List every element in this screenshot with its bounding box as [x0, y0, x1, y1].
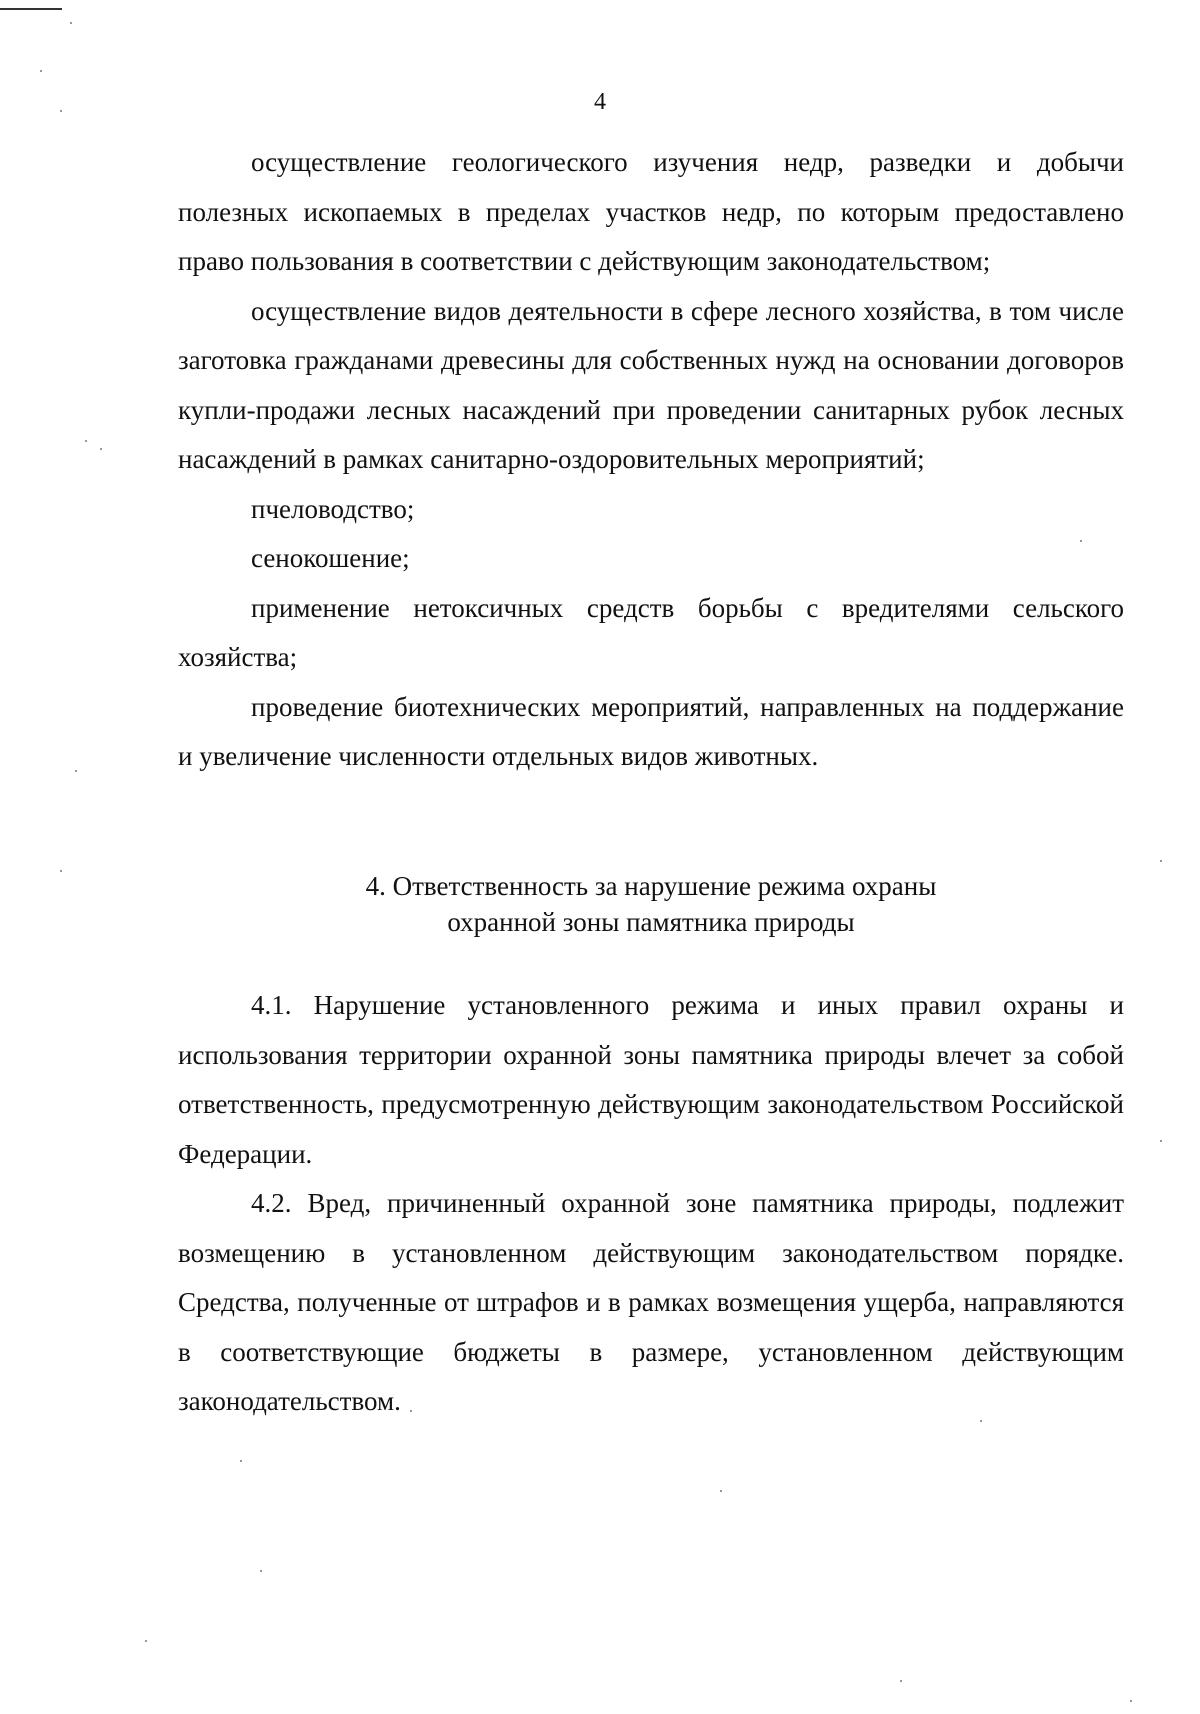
- scan-speck: [145, 1640, 147, 1642]
- scan-speck: [980, 1420, 982, 1422]
- scan-speck: [260, 1570, 262, 1572]
- section-heading-line-1: 4. Ответственность за нарушение режима охраны: [365, 871, 937, 901]
- scan-speck: [40, 70, 42, 72]
- scan-speck: [70, 22, 72, 24]
- scan-speck: [60, 870, 62, 872]
- section-heading: [178, 868, 1124, 940]
- paragraph-geological-study: осуществление геологического изучения недр, разведки и добычи полезных ископаемых в пределах участков недр, по которым предоставлено право пользования в соответствии с действующим законодательством;: [178, 147, 1124, 276]
- paragraph-forestry: осуществление видов деятельности в сфере лесного хозяйства, в том числе заготовка гражданами древесины для собственных нужд на основании договоров купли-продажи лесных насаждений при проведении санитарных рубок лесных насаждений в рамках санитарно-оздоровительных мероприятий;: [178, 295, 1124, 474]
- scan-speck: [100, 448, 102, 450]
- section-heading-line-2: охранной зоны памятника природы: [447, 907, 855, 937]
- paragraph-haymaking: сенокошение;: [251, 543, 410, 573]
- permitted-activities-section: [178, 138, 1124, 782]
- scan-speck: [720, 1490, 722, 1492]
- scan-speck: [75, 770, 77, 772]
- responsibility-section: [178, 981, 1124, 1427]
- clause-4-2: 4.2. Вред, причиненный охранной зоне памятника природы, подлежит возмещению в установленном действующим законодательством порядке. Средства, полученные от штрафов и в рамках возмещения ущерба, направляются в соответствующие бюджеты в размере, установленном действующим законодательством.: [178, 1188, 1124, 1416]
- scan-speck: [900, 1680, 902, 1682]
- scan-speck: [1160, 1140, 1162, 1142]
- paragraph-pest-control: применение нетоксичных средств борьбы с вредителями сельского хозяйства;: [178, 592, 1124, 672]
- page-number: 4: [594, 89, 606, 115]
- scan-speck: [85, 440, 87, 442]
- paragraph-beekeeping: пчеловодство;: [251, 493, 415, 524]
- scan-corner-mark: [0, 0, 62, 10]
- scan-speck: [60, 110, 62, 112]
- scan-speck: [1130, 1700, 1132, 1702]
- scan-speck: [1080, 540, 1082, 542]
- scan-speck: [1160, 860, 1162, 862]
- clause-4-1: 4.1. Нарушение установленного режима и иных правил охраны и использования территории охранной зоны памятника природы влечет за собой ответственность, предусмотренную действующим законодательством Российской Федерации.: [178, 990, 1124, 1169]
- paragraph-biotechnical-measures: проведение биотехнических мероприятий, направленных на поддержание и увеличение численности отдельных видов животных.: [178, 691, 1124, 771]
- scan-speck: [240, 1460, 242, 1462]
- scan-speck: [410, 1410, 412, 1412]
